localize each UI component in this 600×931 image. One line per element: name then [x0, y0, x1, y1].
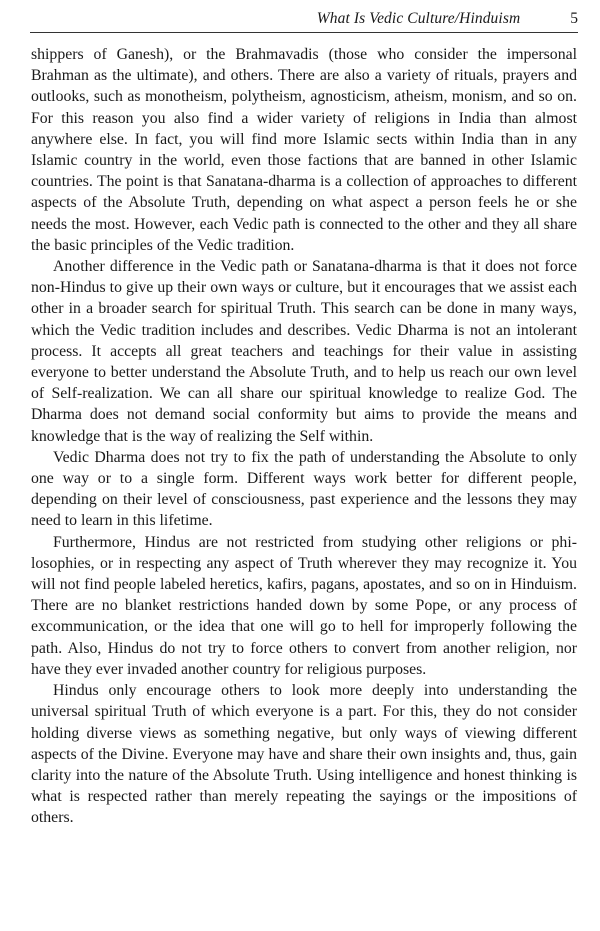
paragraph: Another difference in the Vedic path or Sanatana-dharma is that it does not force non-Hindus to give up their own ways or culture, but it encourages that we assist each other in a broader search for spiritual Truth. This search can be done in many ways, which the Vedic tradition includes and describes. Vedic Dharma is not an intolerant process. It accepts all great teachers and teachings for their value in assisting everyone to better understand the Absolute Truth, and to help us reach our own level of Self-realization. We can all share our spiritual knowledge to realize God. The Dharma does not demand social conformity but aims to provide the means and knowledge that is the way of realizing the Self within.	[31, 258, 577, 445]
paragraph: Hindus only encourage others to look more deeply into understanding the universal spiritual Truth of which everyone is a part. For this, they do not consider holding diverse views as something negative, but only ways of viewing different aspects of the Divine. Everyone may have and share their own insights and, thus, gain clarity into the nature of the Absolute Truth. Using intelligence and honest thinking is what is respected rather than merely repeating the sayings or the impositions of others.	[31, 682, 577, 827]
paragraph-continued: shippers of Ganesh), or the Brahmavadis (those who consider the impersonal Brahman as the ultimate), and others. There are also a variety of rituals, prayers and outlooks, such as monotheism, polytheism, agnosticism, atheism, monism, and so on. For this reason you also find a wider variety of religions in India than almost anywhere else. In fact, you will find more Islamic sects within India than in any Islamic country in the world, even those factions that are banned in other Islamic countries. The point is that Sanatana-dharma is a collection of approaches to different aspects of the Absolute Truth, depending on what aspect a person feels he or she needs the most. However, each Vedic path is connected to the other and they all share the basic principles of the Vedic tradition.	[31, 46, 577, 254]
header-divider	[30, 32, 578, 33]
running-title: What Is Vedic Culture/Hinduism	[316, 10, 521, 27]
paragraph: Vedic Dharma does not try to fix the path of understanding the Absolute to only one way or to a single form. Different ways work better for different people, depending on their level of consciousness, past experience and the lessons they may need to learn in this lifetime.	[31, 448, 577, 530]
running-header	[30, 7, 578, 31]
paragraph: Furthermore, Hindus are not restricted from studying other religions or philosophies, or in respecting any aspect of Truth wherever they may recognize it. You will not find people labeled heretics, kafirs, pagans, apostates, and so on in Hinduism. There are no blanket restrictions handed down by some Pope, or any process of excommunication, or the idea that one will go to hell for improperly following the path. Also, Hindus do not try to force others to convert from another religion, nor have they ever invaded another country for religious purposes.	[31, 533, 577, 678]
page-number: 5	[570, 10, 578, 27]
body-text	[31, 44, 577, 829]
